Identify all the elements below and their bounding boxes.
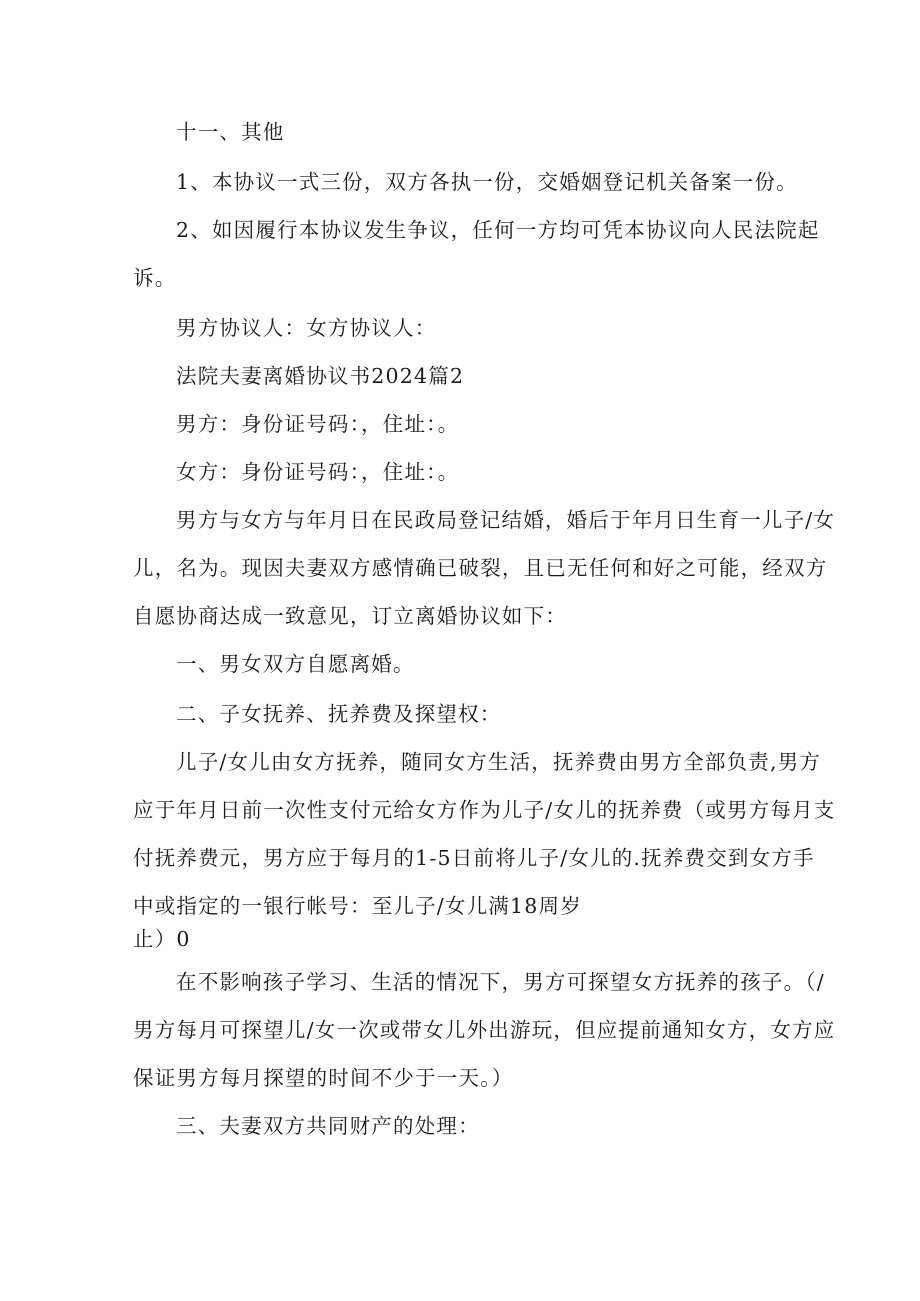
clause-dispute: 2、如因履行本协议发生争议，任何一方均可凭本协议向人民法院起 <box>176 218 820 242</box>
intro-paragraph-line: 儿，名为。现因夫妻双方感情确已破裂，且已无任何和好之可能，经双方 <box>133 556 828 580</box>
section-divorce: 一、男女双方自愿离婚。 <box>176 652 415 676</box>
husband-info: 男方：身份证号码：，住址：。 <box>176 412 460 436</box>
visitation-paragraph-line: 保证男方每月探望的时间不少于一天。） <box>133 1066 514 1090</box>
custody-paragraph-line: 儿子/女儿由女方抚养，随同女方生活，抚养费由男方全部负责,男方 <box>176 750 822 774</box>
section-custody: 二、子女抚养、抚养费及探望权： <box>176 702 502 726</box>
visitation-paragraph-line: 男方每月可探望儿/女一次或带女儿外出游玩，但应提前通知女方，女方应 <box>133 1018 836 1042</box>
visitation-paragraph-line: 在不影响孩子学习、生活的情况下，男方可探望女方抚养的孩子。（/ <box>176 970 825 994</box>
section-property: 三、夫妻双方共同财产的处理： <box>176 1114 480 1138</box>
clause-dispute-cont: 诉。 <box>133 266 177 290</box>
custody-paragraph-line: 中或指定的一银行帐号：至儿子/女儿满18周岁 <box>133 894 582 918</box>
intro-paragraph-line: 男方与女方与年月日在民政局登记结婚，婚后于年月日生育一儿子/女 <box>176 508 836 532</box>
clause-copies: 1、本协议一式三份，双方各执一份，交婚姻登记机关备案一份。 <box>176 170 798 194</box>
custody-paragraph-line: 止）0 <box>133 927 191 951</box>
document-title: 法院夫妻离婚协议书2024篇2 <box>176 364 465 388</box>
section-heading-other: 十一、其他 <box>176 120 285 144</box>
intro-paragraph-line: 自愿协商达成一致意见，订立离婚协议如下： <box>133 604 567 628</box>
custody-paragraph-line: 应于年月日前一次性支付元给女方作为儿子/女儿的抚养费（或男方每月支 <box>133 798 836 822</box>
wife-info: 女方：身份证号码：，住址：。 <box>176 460 460 484</box>
custody-paragraph-line: 付抚养费元，男方应于每月的1-5日前将儿子/女儿的.抚养费交到女方手 <box>133 846 815 870</box>
signatories-line: 男方协议人：女方协议人： <box>176 316 437 340</box>
